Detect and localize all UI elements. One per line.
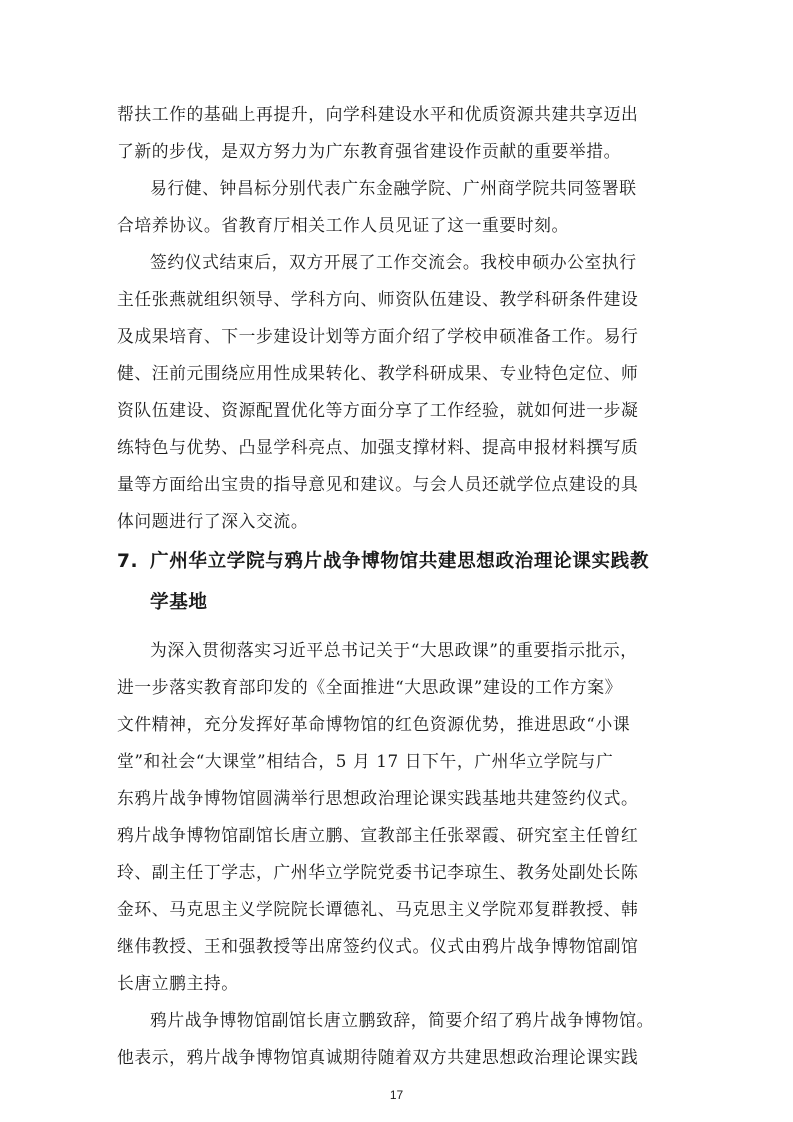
paragraph-line: 体问题进行了深入交流。 (117, 511, 309, 531)
paragraph-line: 金环、马克思主义学院院长谭德礼、马克思主义学院邓复群教授、韩 (117, 899, 639, 919)
paragraph-line: 合培养协议。省教育厅相关工作人员见证了这一重要时刻。 (117, 215, 569, 235)
paragraph-line: 为深入贯彻落实习近平总书记关于“大思政课”的重要指示批示， (150, 640, 638, 660)
paragraph-line: 他表示，鸦片战争博物馆真诚期待随着双方共建思想政治理论课实践 (117, 1047, 639, 1067)
paragraph-line: 玲、副主任丁学志，广州华立学院党委书记李琼生、教务处副处长陈 (117, 862, 639, 882)
paragraph-line: 练特色与优势、凸显学科亮点、加强支撑材料、提高申报材料撰写质 (117, 437, 639, 457)
paragraph-line: 长唐立鹏主持。 (117, 973, 239, 993)
paragraph-line: 帮扶工作的基础上再提升，向学科建设水平和优质资源共建共享迈出 (117, 104, 639, 124)
paragraph-line: 进一步落实教育部印发的《全面推进“大思政课”建设的工作方案》 (117, 677, 623, 697)
paragraph-line: 主任张燕就组织领导、学科方向、师资队伍建设、教学科研条件建设 (117, 289, 639, 309)
paragraph-line: 量等方面给出宝贵的指导意见和建议。与会人员还就学位点建设的具 (117, 474, 639, 494)
paragraph-line: 文件精神，充分发挥好革命博物馆的红色资源优势，推进思政“小课 (117, 714, 631, 734)
paragraph-line: 资队伍建设、资源配置优化等方面分享了工作经验，就如何进一步凝 (117, 400, 639, 420)
paragraph-line: 鸦片战争博物馆副馆长唐立鹏、宣教部主任张翠霞、研究室主任曾红 (117, 825, 639, 845)
paragraph-line: 继伟教授、王和强教授等出席签约仪式。仪式由鸦片战争博物馆副馆 (117, 936, 639, 956)
section-title-line1: 广州华立学院与鸦片战争博物馆共建思想政治理论课实践教 (150, 551, 650, 572)
section-heading (117, 551, 649, 573)
paragraph-line: 鸦片战争博物馆副馆长唐立鹏致辞，简要介绍了鸦片战争博物馆。 (150, 1010, 655, 1030)
section-title-line2: 学基地 (150, 592, 208, 613)
paragraph-line: 东鸦片战争博物馆圆满举行思想政治理论课实践基地共建签约仪式。 (117, 788, 639, 808)
paragraph-line: 易行健、钟昌标分别代表广东金融学院、广州商学院共同签署联 (150, 178, 637, 198)
paragraph-line: 堂”和社会“大课堂”相结合，5 月 17 日下午，广州华立学院与广 (117, 751, 614, 771)
section-number: 7. (117, 551, 139, 572)
paragraph-line: 健、汪前元围绕应用性成果转化、教学科研成果、专业特色定位、师 (117, 363, 639, 383)
page-number: 17 (389, 1088, 404, 1102)
paragraph-line: 签约仪式结束后，双方开展了工作交流会。我校申硕办公室执行 (150, 252, 637, 272)
paragraph-line: 及成果培育、下一步建设计划等方面介绍了学校申硕准备工作。易行 (117, 326, 639, 346)
paragraph-line: 了新的步伐，是双方努力为广东教育强省建设作贡献的重要举措。 (117, 141, 622, 161)
